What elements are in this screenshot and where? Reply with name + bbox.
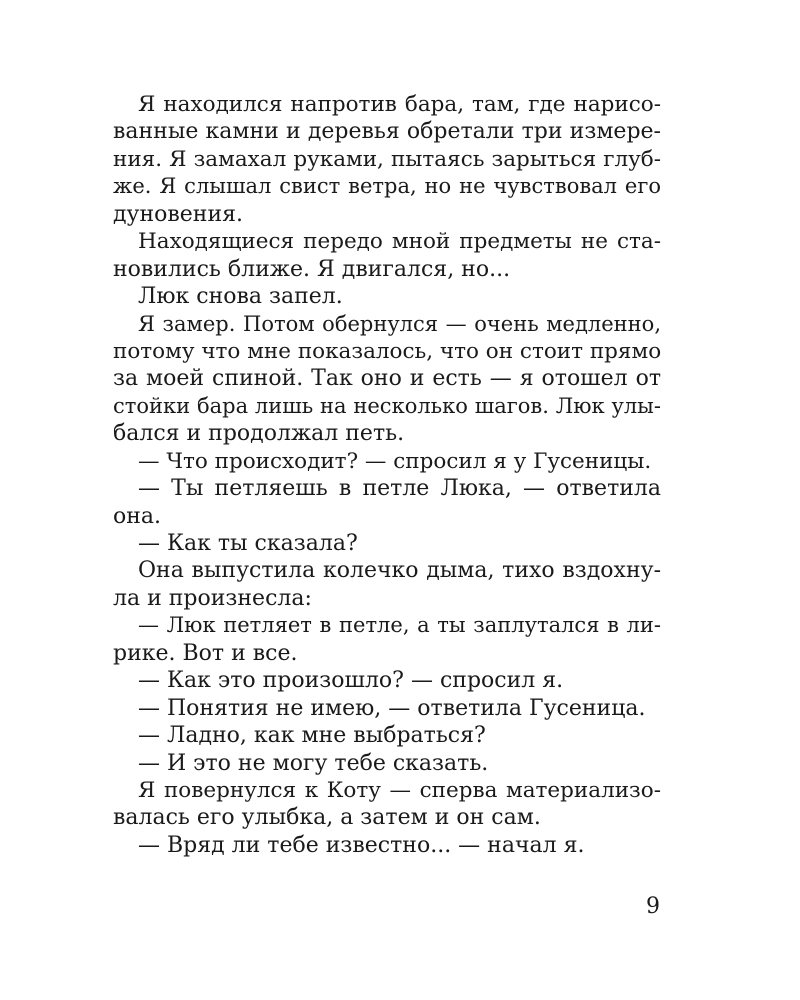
text-line: дуновения. xyxy=(113,201,244,227)
text-line: Я повернулся к Коту — сперва материализо- xyxy=(138,777,661,803)
text-line: — Ладно, как мне выбраться? xyxy=(138,723,486,749)
text-line: — Ты петляешь в петле Люка, — ответила xyxy=(138,476,661,502)
text-line: ла и произнесла: xyxy=(113,585,312,611)
text-line: она. xyxy=(113,503,162,529)
text-line: Она выпустила колечко дыма, тихо вздохну- xyxy=(138,558,661,584)
text-line: — И это не могу тебе сказать. xyxy=(138,750,489,776)
page-number: 9 xyxy=(646,894,660,919)
text-line: — Вряд ли тебе известно... — начал я. xyxy=(138,832,585,858)
text-line: стойки бара лишь на несколько шагов. Люк улы- xyxy=(113,393,661,418)
text-line: валась его улыбка, а затем и он сам. xyxy=(113,805,541,831)
text-line: Находящиеся передо мной предметы не ста- xyxy=(138,229,661,255)
text-line: — Как это произошло? — спросил я. xyxy=(138,668,564,694)
text-line: рике. Вот и все. xyxy=(113,640,298,666)
text-line: бался и продолжал петь. xyxy=(113,421,405,447)
text-line: Я замер. Потом обернулся — очень медленно, xyxy=(138,311,661,336)
text-line: Я находился напротив бара, там, где нарисо- xyxy=(138,92,661,117)
text-line: ванные камни и деревья обретали три измере- xyxy=(113,119,661,145)
body-text xyxy=(113,91,661,859)
text-line: потому что мне показалось, что он стоит прямо xyxy=(113,338,662,364)
text-line: же. Я слышал свист ветра, но не чувствовал его xyxy=(113,174,661,199)
text-line: ния. Я замахал руками, пытаясь зарыться глуб- xyxy=(113,146,661,172)
text-line: — Что происходит? — спросил я у Гусеницы. xyxy=(138,448,652,474)
text-line: — Понятия не имею, — ответила Гусеница. xyxy=(138,695,646,721)
text-line: за моей спиной. Так оно и есть — я отошел от xyxy=(113,366,661,392)
text-line: Люк снова запел. xyxy=(138,284,343,310)
text-line: — Люк петляет в петле, а ты заплутался в ли- xyxy=(138,613,661,638)
text-line: — Как ты сказала? xyxy=(138,531,358,556)
text-line: новились ближе. Я двигался, но... xyxy=(113,256,511,282)
